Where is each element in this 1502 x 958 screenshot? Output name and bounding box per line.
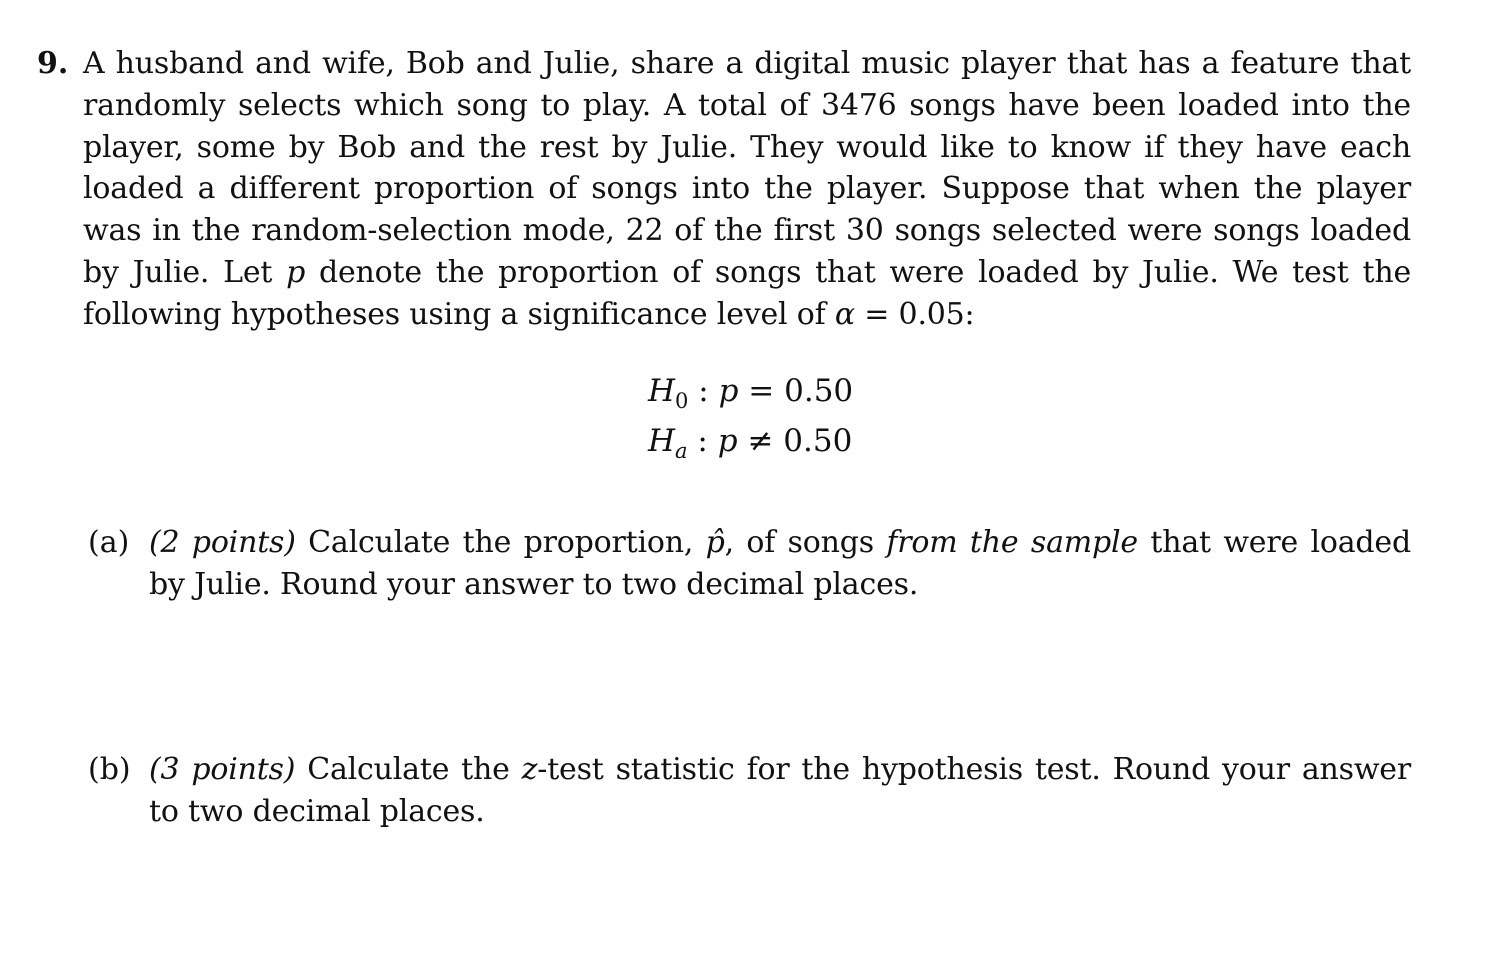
variable-p: p [286, 254, 306, 290]
null-hypothesis: $H_0$ : p = 0.50 [648, 373, 854, 413]
problem-number: 9. [37, 46, 69, 81]
part-a-label: (a) [88, 525, 130, 560]
alpha-symbol: α [834, 296, 855, 332]
part-b-label: (b) [88, 752, 131, 787]
part-a [88, 522, 1411, 606]
part-a-points: (2 points) [149, 525, 296, 560]
problem-text-3: = 0.05: [854, 296, 975, 332]
part-a-text: (2 points) Calculate the proportion, p̂, of songs from the sample that were loaded by Julie. Round your answer to two decimal places. [149, 525, 1411, 602]
part-a-emphasis: from the sample [886, 525, 1138, 560]
problem-text-2: denote the proportion of songs that were loaded by Julie. We test the following hypotheses using a significance level of [83, 254, 1411, 332]
hypotheses-block [648, 366, 853, 466]
part-b-points: (3 points) [149, 752, 296, 787]
part-b-text: (3 points) Calculate the z-test statistic for the hypothesis test. Round your answer to two decimal places. [149, 752, 1411, 829]
problem-text-1: A husband and wife, Bob and Julie, share a digital music player that has a feature that randomly selects which song to play. A total of 3476 songs have been loaded into the player, some by Bob and the rest by Julie. They would like to know if they have each loaded a different proportion of songs into the player. Suppose that when the player was in the random-selection mode, 22 of the first 30 songs selected were songs loaded by Julie. Let [83, 46, 1411, 290]
p-hat-symbol: p̂ [705, 525, 725, 560]
problem-statement [83, 43, 1411, 336]
z-symbol: z [521, 752, 538, 787]
alternative-hypothesis: $H_a$ : p ≠ 0.50 [648, 423, 853, 463]
part-b [88, 749, 1411, 833]
